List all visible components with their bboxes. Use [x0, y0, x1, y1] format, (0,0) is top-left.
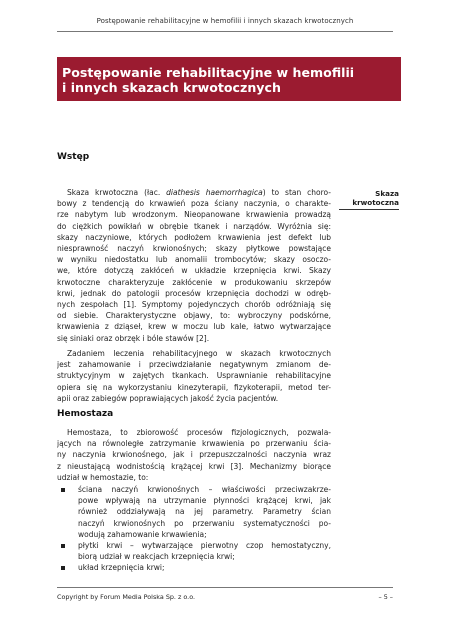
footer-page-number: – 5 –: [378, 593, 393, 601]
section-heading-hemostasis: Hemostaza: [57, 409, 114, 419]
paragraph-line: Hemostaza, to zbiorowość procesów fizjologicznych, pozwala-: [67, 428, 331, 437]
list-item: [57, 562, 331, 573]
paragraph-line: niesprawność naczyń krwionośnych; skazy płytkowe powstające: [57, 244, 331, 254]
paragraph-line: jest zahamowanie i przeciwdziałanie negatywnym zmianom de-: [57, 360, 331, 370]
footer-divider: [57, 587, 393, 588]
text-run: Skaza krwotoczna (łac.: [67, 188, 167, 197]
paragraph-line: krwi, jednak do patologii procesów krzepnięcia dochodzi w odręb-: [57, 288, 331, 298]
text-run: ) to stan choro-: [262, 188, 331, 197]
list-item-line: również oddziaływają na jej parametry. Parametry ścian: [78, 507, 331, 517]
section-heading-intro: Wstęp: [57, 152, 90, 162]
paragraph-line: udział w hemostazie, to:: [57, 472, 149, 482]
margin-note-line-2: krwotoczna: [352, 198, 399, 208]
paragraph-line: bowy z tendencją do krwawień poza ściany naczynia, o charakte-: [57, 199, 331, 209]
paragraph-line: rze nabytym lub wrodzonym. Nieopanowane krwawienia prowadzą: [57, 210, 331, 220]
paragraph-hemostasis: [57, 427, 331, 483]
paragraph-line: w wyniku niedostatku lub anomalii trombocytów; skazy osoczo-: [57, 255, 331, 265]
paragraph-line: skazy naczyniowe, których podłożem krwawienia jest defekt lub: [57, 232, 331, 242]
paragraph-line: [57, 187, 331, 198]
chapter-title-line-1: Postępowanie rehabilitacyjne w hemofilii: [62, 65, 355, 80]
header-divider: [57, 31, 393, 32]
list-item-line: wodują zahamowanie krwawienia;: [78, 529, 207, 539]
list-item: [57, 484, 331, 540]
paragraph-line: we, które dotyczą zakłóceń w układzie krzepnięcia krwi. Skazy: [57, 266, 331, 276]
paragraph-line: ny naczynia krwionośnego, jak i przepuszczalności naczynia wraz: [57, 450, 331, 460]
paragraph-line: struktycyjnym w zajętych tkankach. Usprawnianie rehabilitacyjne: [57, 371, 331, 381]
list-item-line: biorą udział w reakcjach krzepnięcia krwi;: [78, 552, 235, 562]
bullet-list: [57, 484, 331, 574]
list-item-line: powe wpływają na utrzymanie płynności krążącej krwi, jak: [78, 496, 331, 506]
paragraph-line: od siebie. Charakterystyczne objawy, to: wybroczyny podskórne,: [57, 311, 331, 321]
list-item: [57, 540, 331, 562]
list-item-line: płytki krwi – wytwarzające pierwotny czop hemostatyczny,: [78, 541, 331, 551]
paragraph-line: krwotoczne charakteryzuje zakłócenie w produkowaniu skrzepów: [57, 277, 331, 287]
paragraph-line: nych zespołach [1]. Symptomy pojedynczych chorób odróżniają się: [57, 300, 331, 310]
chapter-title-banner: [57, 57, 401, 101]
paragraph-line: Zadaniem leczenia rehabilitacyjnego w skazach krwotocznych: [67, 349, 331, 358]
paragraph-treatment: [57, 348, 331, 404]
paragraph-line: jących na równoległe zatrzymanie krwawienia po przerwaniu ścia-: [57, 439, 331, 449]
bullet-marker: [61, 544, 65, 548]
bullet-marker: [61, 488, 65, 492]
chapter-title-line-2: i innych skazach krwotocznych: [62, 79, 281, 95]
paragraph-intro: [57, 187, 331, 344]
latin-term: diathesis haemorrhagica: [166, 188, 263, 197]
paragraph-line: krwawienia z dziąseł, krew w moczu lub kale, łatwo wytwarzające: [57, 322, 331, 332]
paragraph-line: z nieustającą wodnistością krążącej krwi [3]. Mechanizmy biorące: [57, 461, 331, 471]
running-header: Postępowanie rehabilitacyjne w hemofilii i innych skazach krwotocznych: [96, 17, 354, 25]
paragraph-line: apii oraz zabiegów poprawiających jakość życia pacjentów.: [57, 393, 279, 403]
list-item-line: naczyń krwionośnych po przerwaniu systematyczności po-: [78, 518, 331, 528]
paragraph-line: opiera się na wykorzystaniu kinezyterapii, fizykoterapii, metod ter-: [57, 382, 331, 392]
margin-note-underline: [339, 209, 399, 210]
paragraph-line: do ciężkich powikłań w obrębie tkanek i narządów. Wyróżnia się:: [57, 221, 331, 231]
paragraph-line: się siniaki oraz obrzęk i bóle stawów [2].: [57, 333, 210, 343]
list-item-line: ściana naczyń krwionośnych – właściwości przeciwzakrze-: [78, 485, 331, 494]
list-item-line: układ krzepnięcia krwi;: [78, 563, 165, 573]
margin-note-line-1: Skaza: [375, 189, 399, 198]
footer-copyright: Copyright by Forum Media Polska Sp. z o.o.: [57, 593, 196, 601]
margin-note: [329, 189, 399, 210]
bullet-marker: [61, 566, 65, 570]
